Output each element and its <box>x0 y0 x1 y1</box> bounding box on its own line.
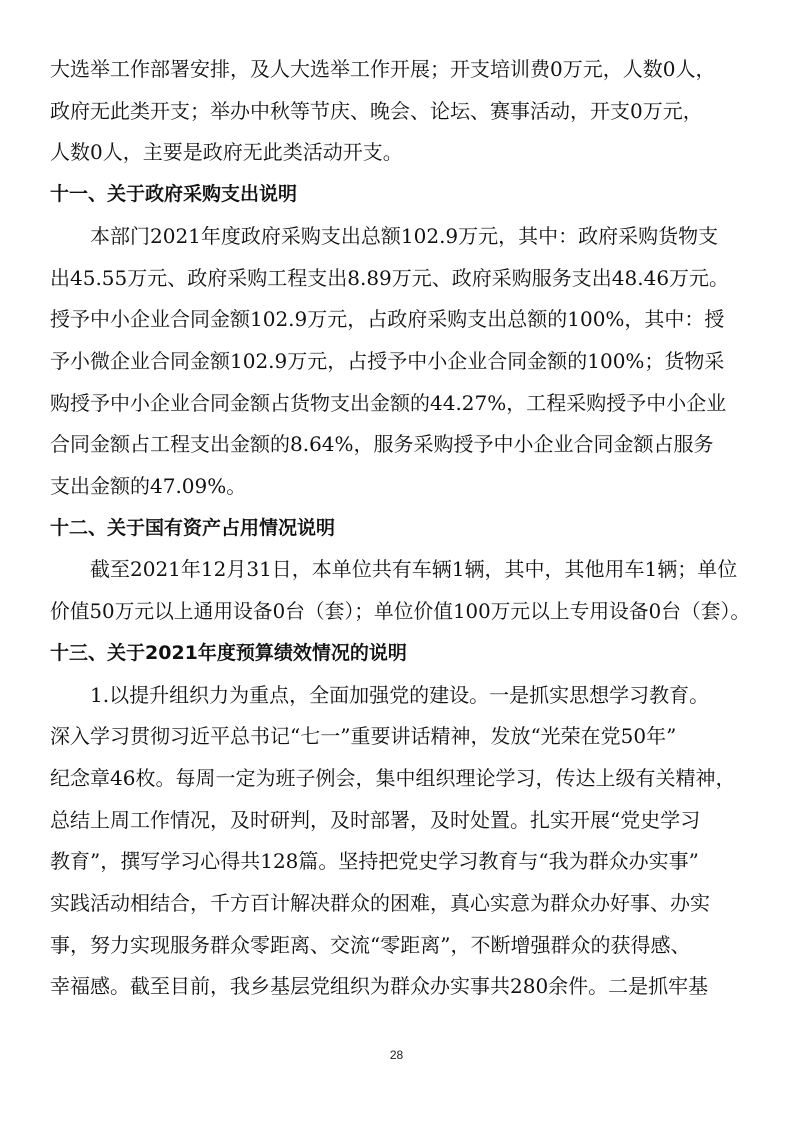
section-heading: 十一、关于政府采购支出说明 <box>50 183 298 206</box>
text-line: 大选举工作部署安排，及人大选举工作开展；开支培训费0万元，人数0人， <box>50 57 716 81</box>
text-line: 实践活动相结合，千方百计解决群众的困难，真心实意为群众办好事、办实 <box>50 891 710 916</box>
text-line: 教育”，撰写学习心得共128篇。坚持把党史学习教育与“我为群众办实事” <box>50 849 699 874</box>
text-line: 深入学习贯彻习近平总书记“七一”重要讲话精神，发放“光荣在党50年” <box>50 724 677 749</box>
text-line: 幸福感。截至目前，我乡基层党组织为群众办实事共280余件。二是抓牢基 <box>50 974 709 999</box>
text-line: 予小微企业合同金额102.9万元，占授予中小企业合同金额的100%；货物采 <box>50 348 725 373</box>
text-line: 本部门2021年度政府采购支出总额102.9万元，其中：政府采购货物支 <box>90 223 719 248</box>
section-heading: 十二、关于国有资产占用情况说明 <box>50 516 336 539</box>
text-line: 合同金额占工程支出金额的8.64%，服务采购授予中小企业合同金额占服务 <box>50 432 714 457</box>
text-line: 出45.55万元、政府采购工程支出8.89万元、政府采购服务支出48.46万元。 <box>50 265 730 290</box>
text-line: 授予中小企业合同金额102.9万元，占政府采购支出总额的100%，其中：授 <box>50 307 725 332</box>
section-heading: 十三、关于2021年度预算绩效情况的说明 <box>50 641 407 664</box>
document-body <box>50 49 750 1008</box>
page-number: 28 <box>389 1048 404 1062</box>
text-line: 价值50万元以上通用设备0台（套）；单位价值100万元以上专用设备0台（套）。 <box>50 599 751 624</box>
text-line: 支出金额的47.09%。 <box>50 474 247 499</box>
text-line: 购授予中小企业合同金额占货物支出金额的44.27%，工程采购授予中小企业 <box>50 390 727 415</box>
text-line: 人数0人，主要是政府无此类活动开支。 <box>50 140 403 165</box>
text-line: 截至2021年12月31日，本单位共有车辆1辆，其中，其他用车1辆；单位 <box>90 557 738 582</box>
text-line: 1.以提升组织力为重点，全面加强党的建设。一是抓实思想学习教育。 <box>90 682 710 707</box>
text-line: 事，努力实现服务群众零距离、交流“零距离”，不断增强群众的获得感、 <box>50 932 691 957</box>
text-line: 纪念章46枚。每周一定为班子例会，集中组织理论学习，传达上级有关精神， <box>50 765 736 790</box>
text-line: 总结上周工作情况，及时研判，及时部署，及时处置。扎实开展“党史学习 <box>50 807 701 832</box>
text-line: 政府无此类开支；举办中秋等节庆、晚会、论坛、赛事活动，开支0万元， <box>50 98 703 123</box>
